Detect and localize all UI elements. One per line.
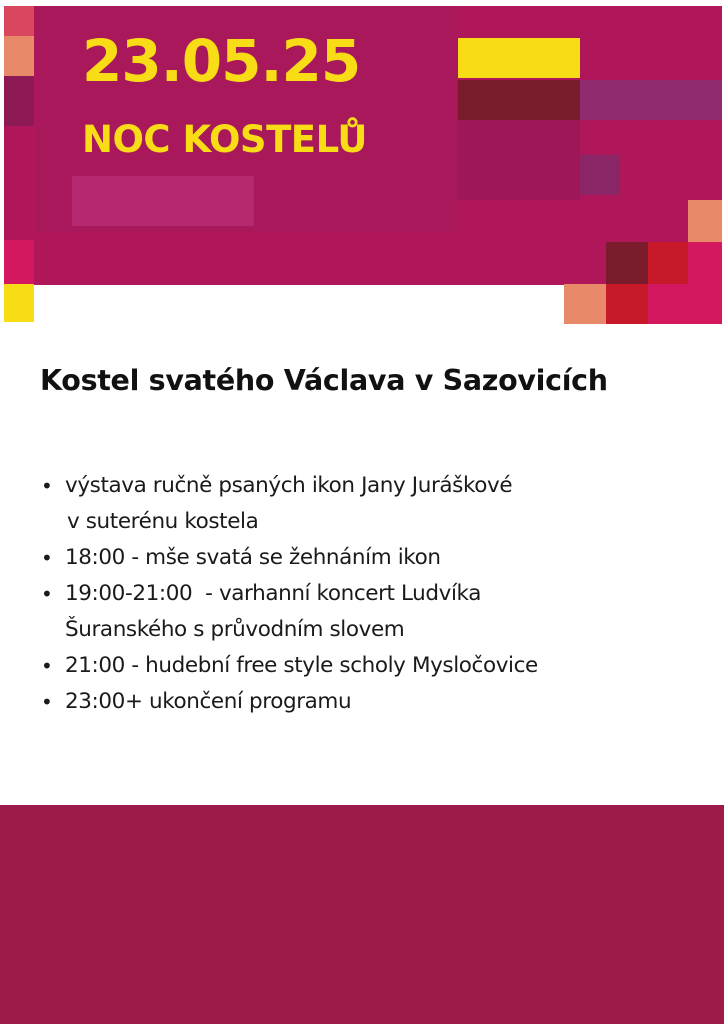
program-item bbox=[40, 468, 538, 540]
mosaic-tile bbox=[564, 284, 606, 324]
program-item-text: 19:00-21:00 - varhanní koncert Ludvíka bbox=[65, 581, 481, 606]
poster-header bbox=[0, 0, 724, 326]
redacted-block bbox=[72, 176, 254, 226]
mosaic-tile bbox=[4, 6, 34, 36]
footer-band bbox=[0, 805, 724, 1024]
event-date: 23.05.25 bbox=[82, 27, 361, 95]
mosaic-tile bbox=[606, 284, 648, 324]
mosaic-tile bbox=[4, 36, 34, 76]
page-title: Kostel svatého Václava v Sazovicích bbox=[40, 364, 608, 397]
mosaic-tile bbox=[458, 120, 580, 200]
program-item bbox=[40, 540, 538, 576]
program-item-text: výstava ručně psaných ikon Jany Juráškové bbox=[65, 473, 513, 498]
mosaic-tile bbox=[580, 80, 722, 120]
program-list bbox=[40, 468, 538, 720]
bullet-icon: • bbox=[41, 654, 53, 678]
bullet-icon: • bbox=[41, 690, 53, 714]
mosaic-tile bbox=[4, 284, 34, 322]
mosaic-tile bbox=[648, 284, 722, 324]
bullet-icon: • bbox=[41, 474, 53, 498]
mosaic-tile bbox=[688, 242, 722, 284]
mosaic-tile bbox=[580, 155, 620, 195]
program-item-text: 21:00 - hudební free style scholy Mysločovice bbox=[65, 653, 538, 678]
program-item-text: 18:00 - mše svatá se žehnáním ikon bbox=[65, 545, 441, 570]
mosaic-tile bbox=[458, 80, 580, 120]
bullet-icon: • bbox=[41, 546, 53, 570]
program-item bbox=[40, 684, 538, 720]
mosaic-tile bbox=[4, 76, 34, 126]
program-item-text: 23:00+ ukončení programu bbox=[65, 689, 352, 714]
mosaic-tile bbox=[648, 242, 688, 284]
event-name: NOC KOSTELŮ bbox=[82, 118, 367, 161]
program-item-text: v suterénu kostela bbox=[67, 509, 259, 534]
program-item bbox=[40, 576, 538, 648]
mosaic-tile bbox=[4, 240, 34, 284]
program-item bbox=[40, 648, 538, 684]
mosaic-tile bbox=[458, 38, 580, 78]
mosaic-tile bbox=[4, 126, 34, 196]
program-item-text: Šuranského s průvodním slovem bbox=[65, 617, 405, 642]
mosaic-tile bbox=[606, 242, 648, 284]
mosaic-tile bbox=[688, 200, 722, 242]
bullet-icon: • bbox=[41, 582, 53, 606]
